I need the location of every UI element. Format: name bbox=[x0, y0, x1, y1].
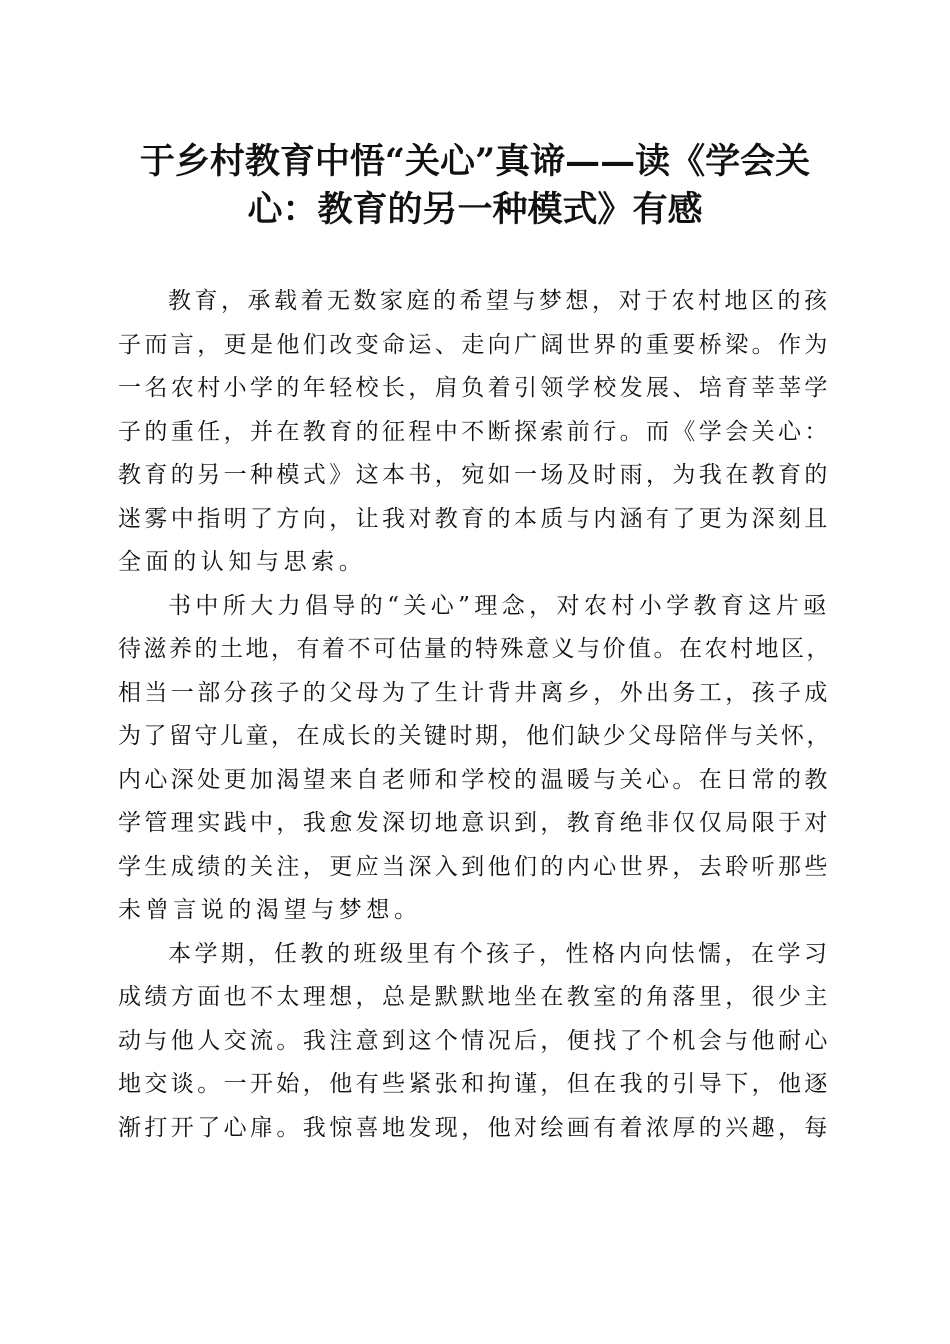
title-line: 心：教育的另一种模式》有感 bbox=[247, 189, 703, 230]
paragraph-line: 为了留守儿童，在成长的关键时期，他们缺少父母陪伴与关怀， bbox=[118, 723, 832, 749]
paragraph-line: 教育的另一种模式》这本书，宛如一场及时雨，为我在教育的 bbox=[118, 462, 831, 488]
paragraph-line: 内心深处更加渴望来自老师和学校的温暖与关心。在日常的教 bbox=[118, 766, 831, 793]
paragraph-line: 地交谈。一开始，他有些紧张和拘谨，但在我的引导下，他逐 bbox=[118, 1071, 831, 1097]
paragraph-line: 渐打开了心扉。我惊喜地发现，他对绘画有着浓厚的兴趣，每 bbox=[118, 1114, 831, 1141]
paragraph-line: 学生成绩的关注，更应当深入到他们的内心世界，去聆听那些 bbox=[118, 853, 831, 880]
document-body bbox=[118, 280, 832, 1150]
paragraph-line: 全面的认知与思索。 bbox=[118, 549, 367, 575]
paragraph-1 bbox=[118, 280, 832, 585]
document-title bbox=[118, 138, 832, 234]
paragraph-3 bbox=[118, 933, 832, 1151]
paragraph-2 bbox=[118, 585, 832, 933]
paragraph-line: 本学期，任教的班级里有个孩子，性格内向怯懦，在学习 bbox=[168, 940, 831, 967]
paragraph-line: 教育，承载着无数家庭的希望与梦想，对于农村地区的孩 bbox=[168, 288, 831, 314]
paragraph-line: 相当一部分孩子的父母为了生计背井离乡，外出务工，孩子成 bbox=[118, 679, 831, 706]
paragraph-line: 学管理实践中，我愈发深切地意识到，教育绝非仅仅局限于对 bbox=[118, 810, 831, 836]
paragraph-line: 成绩方面也不太理想，总是默默地坐在教室的角落里，很少主 bbox=[118, 984, 831, 1010]
paragraph-line: 书中所大力倡导的“关心”理念，对农村小学教育这片亟 bbox=[168, 592, 831, 619]
paragraph-line: 迷雾中指明了方向，让我对教育的本质与内涵有了更为深刻且 bbox=[118, 505, 831, 532]
paragraph-line: 动与他人交流。我注意到这个情况后，便找了个机会与他耐心 bbox=[118, 1027, 831, 1054]
title-line: 于乡村教育中悟“关心”真谛——读《学会关 bbox=[139, 141, 811, 182]
paragraph-line: 子的重任，并在教育的征程中不断探索前行。而《学会关心： bbox=[118, 418, 831, 445]
paragraph-line: 子而言，更是他们改变命运、走向广阔世界的重要桥梁。作为 bbox=[118, 331, 831, 358]
paragraph-line: 未曾言说的渴望与梦想。 bbox=[118, 897, 422, 923]
paragraph-line: 一名农村小学的年轻校长，肩负着引领学校发展、培育莘莘学 bbox=[118, 375, 831, 401]
paragraph-line: 待滋养的土地，有着不可估量的特殊意义与价值。在农村地区， bbox=[118, 636, 832, 662]
